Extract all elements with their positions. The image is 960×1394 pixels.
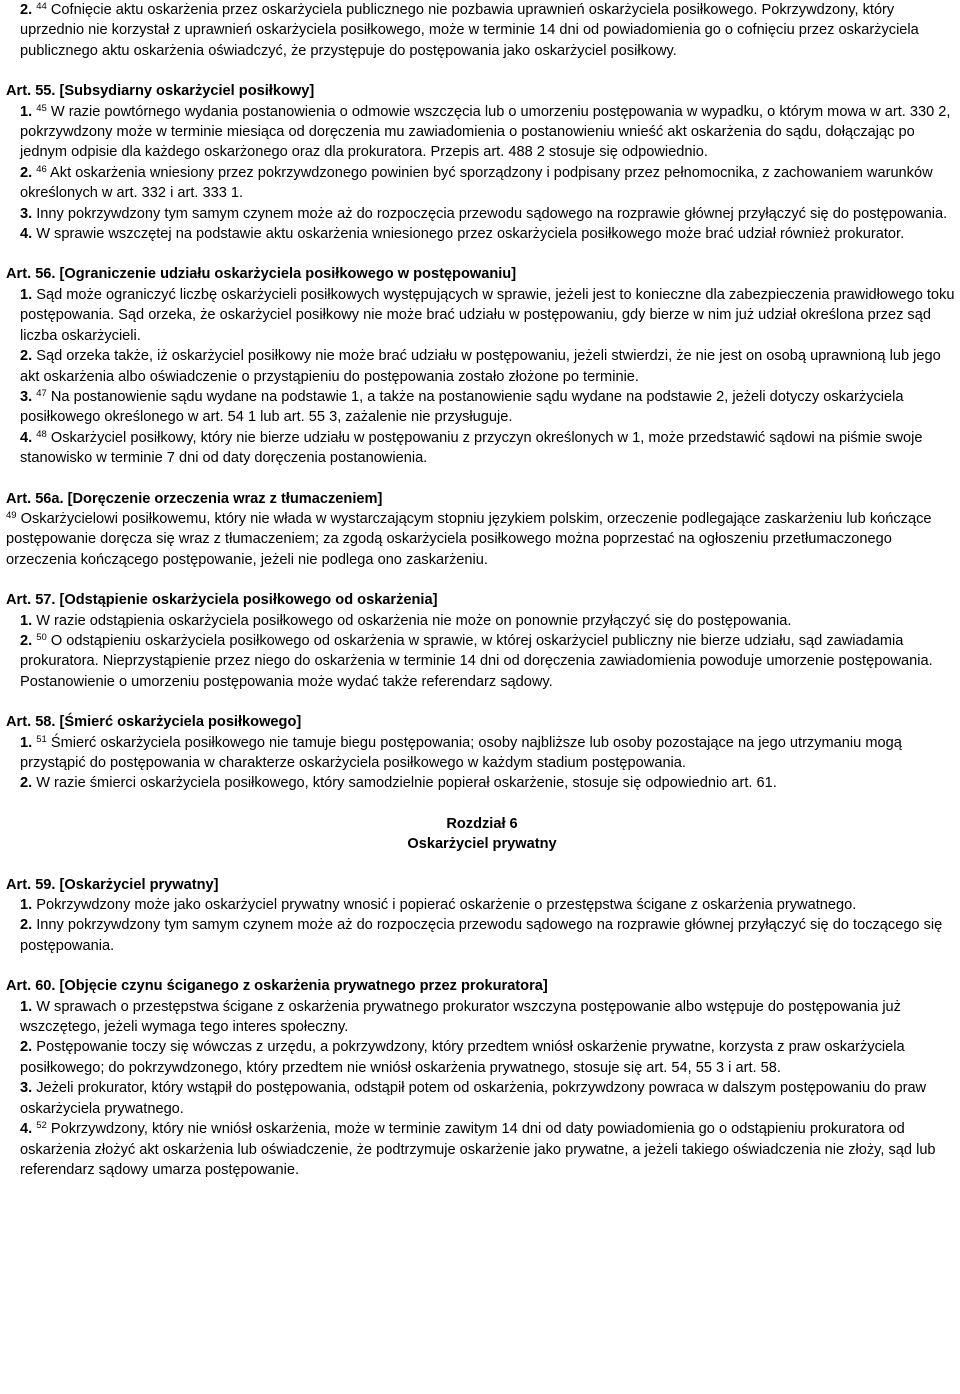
article-header: Art. 60. [Objęcie czynu ściganego z oskarżenia prywatnego przez prokuratora]: [6, 978, 548, 995]
paragraph-text: Oskarżycielowi posiłkowemu, który nie włada w wystarczającym stopniu językiem polskim, orzeczenie podlegające zaskarżeniu lub kończące postępowanie doręcza się wraz z tłumaczeniem; za zgodą oskarżyciela posiłkowego można poprzestać na ogłoszeniu przetłumaczonego orzeczenia kończącego postępowanie, jeżeli nie podlega ono zaskarżeniu.: [6, 510, 932, 568]
paragraph-number: 4.: [20, 226, 33, 243]
paragraph-text: Inny pokrzywdzony tym samym czynem może aż do rozpoczęcia przewodu sądowego na rozprawie głównej przyłączyć się do toczącego się postępowania.: [20, 917, 943, 954]
paragraph-number: 2.: [20, 917, 33, 934]
footnote-ref: 45: [36, 102, 47, 114]
spacer: [6, 692, 958, 712]
chapter-number: Rozdział 6: [446, 815, 518, 832]
paragraph: [6, 631, 958, 692]
paragraph-text: Sąd może ograniczyć liczbę oskarżycieli posiłkowych występujących w sprawie, jeżeli jest to konieczne dla zabezpieczenia prawidłowego toku postępowania. Sąd orzeka, że oskarżyciel posiłkowy nie może brać udziału w postępowaniu, gdy bierze w nim już udział określona przez sąd liczba oskarżycieli.: [20, 286, 955, 344]
spacer: [6, 570, 958, 590]
footnote-ref: 46: [36, 163, 47, 175]
paragraph-number: 3.: [20, 388, 33, 405]
paragraph-text: Pokrzywdzony, który nie wniósł oskarżenia, może w terminie zawitym 14 dni od daty powiadomienia go o odstąpieniu prokuratora od oskarżenia złożyć akt oskarżenia lub oświadczenie, że podtrzymuje oskarżenie jako prywatne, a jeżeli takiego oświadczenia nie złoży, sąd lub referendarz sądowy umarza postępowanie.: [20, 1121, 936, 1178]
paragraph: [6, 346, 958, 387]
paragraph: [6, 895, 958, 915]
paragraph-number: 2.: [20, 632, 33, 649]
paragraph: [6, 387, 958, 428]
chapter-title: Oskarżyciel prywatny: [407, 836, 557, 853]
paragraph-text: W razie śmierci oskarżyciela posiłkowego, który samodzielnie popierał oskarżenie, stosuje się odpowiednio art. 61.: [32, 775, 777, 792]
paragraph: [6, 1037, 958, 1078]
paragraph-number: 4.: [20, 429, 33, 446]
paragraph: [6, 428, 958, 469]
article-header: Art. 56a. [Doręczenie orzeczenia wraz z tłumaczeniem]: [6, 490, 383, 507]
paragraph: [6, 102, 958, 163]
paragraph-text: Akt oskarżenia wniesiony przez pokrzywdzonego powinien być sporządzony i podpisany przez pełnomocnika, z zachowaniem warunków określonych w art. 332 i art. 333 1.: [20, 164, 933, 202]
paragraph-number: 1.: [20, 286, 33, 303]
paragraph-text: Pokrzywdzony może jako oskarżyciel prywatny wnosić i popierać oskarżenie o przestępstwa ścigane z oskarżenia prywatnego.: [32, 897, 857, 914]
legal-document: [6, 0, 958, 1180]
footnote-ref: 48: [36, 428, 47, 440]
paragraph: [6, 204, 958, 224]
paragraph-number: 3.: [20, 1080, 33, 1097]
paragraph-text: Na postanowienie sądu wydane na podstawie 1, a także na postanowienie sądu wydane na podstawie 2, jeżeli dotyczy oskarżyciela posiłkowego określonego w art. 54 1 lub art. 55 3, zażalenie nie przysługuje.: [20, 388, 904, 426]
paragraph: [6, 611, 958, 631]
paragraph-text: W sprawach o przestępstwa ścigane z oskarżenia prywatnego prokurator wszczyna postępowanie albo wstępuje do postępowania już wszczętego, jeżeli wymaga tego interes społeczny.: [20, 998, 901, 1036]
paragraph: [6, 773, 958, 793]
paragraph: [6, 509, 958, 570]
paragraph-text: Sąd orzeka także, iż oskarżyciel posiłkowy nie może brać udziału w postępowaniu, jeżeli stwierdzi, że nie jest on osobą uprawnioną lub jego akt oskarżenia albo oświadczenie o przystąpieniu do postępowania zostało złożone po terminie.: [20, 348, 941, 385]
paragraph-text: Oskarżyciel posiłkowy, który nie bierze udziału w postępowaniu z przyczyn określonych w 1, może przedstawić sądowi na piśmie swoje stanowisko w terminie 7 dni od daty doręczenia postanowienia.: [20, 429, 923, 467]
paragraph-number: 1.: [20, 103, 33, 120]
paragraph-number: 3.: [20, 205, 33, 222]
paragraph-number: 2.: [20, 164, 33, 181]
paragraph: [6, 733, 958, 774]
paragraph-text: W sprawie wszczętej na podstawie aktu oskarżenia wniesionego przez oskarżyciela posiłkowego może brać udział również prokurator.: [32, 226, 905, 243]
paragraph: [6, 915, 958, 956]
footnote-ref: 49: [6, 509, 17, 521]
paragraph-text: O odstąpieniu oskarżyciela posiłkowego od oskarżenia w sprawie, w której oskarżyciel publiczny nie bierze udziału, sąd zawiadamia prokuratora. Nieprzystąpienie przez niego do oskarżenia w terminie 14 dni od doręczenia zawiadomienia powoduje umorzenie postępowania. Postanowienie o umorzeniu postępowania może wydać także referendarz sądowy.: [20, 632, 933, 690]
footnote-ref: 51: [36, 733, 47, 745]
paragraph-number: 1.: [20, 998, 33, 1015]
footnote-ref: 47: [36, 387, 47, 399]
paragraph-number: 4.: [20, 1121, 33, 1138]
paragraph-text: Śmierć oskarżyciela posiłkowego nie tamuje biegu postępowania; osoby najbliższe lub osoby pozostające na jego utrzymaniu mogą przystąpić do postępowania w charakterze oskarżyciela posiłkowego w każdym stadium postępowania.: [20, 734, 902, 771]
spacer: [6, 855, 958, 875]
paragraph: [6, 997, 958, 1038]
paragraph-text: W razie powtórnego wydania postanowienia o odmowie wszczęcia lub o umorzeniu postępowania w wypadku, o którym mowa w art. 330 2, pokrzywdzony może w terminie miesiąca od doręczenia mu zawiadomienia o postanowieniu wnieść akt oskarżenia do sądu, dołączając po jednym odpisie dla każdego oskarżonego oraz dla prokuratora. Przepis art. 488 2 stosuje się odpowiednio.: [20, 103, 951, 161]
spacer: [6, 61, 958, 81]
paragraph: [6, 0, 958, 61]
paragraph-text: Jeżeli prokurator, który wstąpił do postępowania, odstąpił potem od oskarżenia, pokrzywdzony powraca w dalszym postępowaniu do praw oskarżyciela prywatnego.: [20, 1080, 927, 1117]
paragraph: [6, 163, 958, 204]
footnote-ref: 44: [36, 1, 47, 12]
paragraph-number: 1.: [20, 897, 33, 914]
paragraph-number: 1.: [20, 734, 33, 751]
paragraph-number: 2.: [20, 348, 33, 365]
paragraph: [6, 285, 958, 346]
article-header: Art. 55. [Subsydiarny oskarżyciel posiłkowy]: [6, 83, 315, 100]
paragraph: [6, 1119, 958, 1180]
spacer: [6, 956, 958, 976]
spacer: [6, 469, 958, 489]
paragraph-text: Postępowanie toczy się wówczas z urzędu, a pokrzywdzony, który przedtem wniósł oskarżenie prywatne, korzysta z praw oskarżyciela posiłkowego; do pokrzywdzonego, który przedtem nie wniósł oskarżenia prywatnego, stosuje się art. 54, 55 3 i art. 58.: [20, 1039, 905, 1076]
article-header: Art. 59. [Oskarżyciel prywatny]: [6, 876, 219, 893]
paragraph-number: 2.: [20, 2, 33, 18]
paragraph-text: Inny pokrzywdzony tym samym czynem może aż do rozpoczęcia przewodu sądowego na rozprawie głównej przyłączyć się do postępowania.: [32, 205, 948, 222]
footnote-ref: 50: [36, 631, 47, 643]
footnote-ref: 52: [36, 1120, 47, 1132]
paragraph-text: W razie odstąpienia oskarżyciela posiłkowego od oskarżenia nie może on ponownie przyłączyć się do postępowania.: [32, 612, 792, 629]
article-header: Art. 58. [Śmierć oskarżyciela posiłkowego]: [6, 714, 302, 731]
paragraph-text: Cofnięcie aktu oskarżenia przez oskarżyciela publicznego nie pozbawia uprawnień oskarżyciela posiłkowego. Pokrzywdzony, który uprzednio nie korzystał z uprawnień oskarżyciela posiłkowego, może w terminie 14 dni od powiadomienia go o cofnięciu przez oskarżyciela publicznego aktu oskarżenia oświadczyć, że przystępuje do postępowania jako oskarżyciel posiłkowy.: [20, 2, 919, 59]
spacer: [6, 244, 958, 264]
article-header: Art. 57. [Odstąpienie oskarżyciela posiłkowego od oskarżenia]: [6, 592, 438, 609]
article-header: Art. 56. [Ograniczenie udziału oskarżyciela posiłkowego w postępowaniu]: [6, 266, 517, 283]
paragraph: [6, 1078, 958, 1119]
paragraph-number: 2.: [20, 775, 33, 792]
paragraph: [6, 224, 958, 244]
spacer: [6, 794, 958, 814]
paragraph-number: 1.: [20, 612, 33, 629]
paragraph-number: 2.: [20, 1039, 33, 1056]
